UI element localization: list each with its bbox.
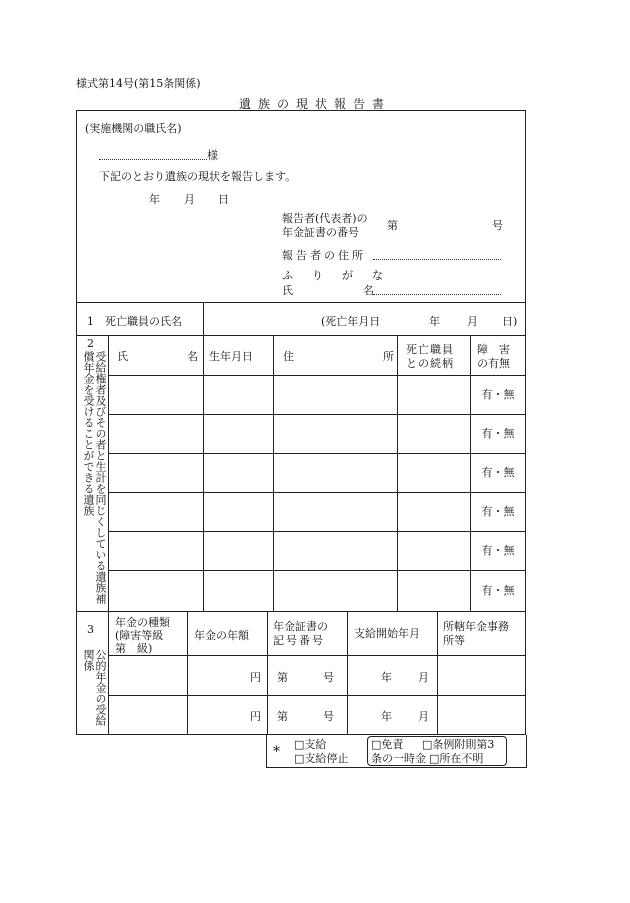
name-label-1: 氏 [282,284,293,297]
date-day: 日 [218,193,229,206]
header-relation-2: との続柄 [406,357,454,370]
header-relation-1: 死亡職員 [406,343,454,356]
section3-number: 3 [87,623,94,636]
pension-number-label-2: 年金証書の番号 [282,226,359,239]
start-month-row-1: 月 [418,671,429,684]
pension-yen-row-2: 円 [250,710,261,723]
form-title: 遺族の現状報告書 [238,97,391,111]
death-date-open: (死亡年月日 [321,315,381,328]
header-certificate-2: 記号番号 [273,634,325,647]
certificate-go-row-1: 号 [323,671,334,684]
institution-name-line[interactable] [99,159,207,160]
address-label: 報告者の住所 [282,249,366,262]
note-pay-checkbox[interactable]: □支給 [294,738,327,751]
disability-choice-row-4[interactable]: 有・無 [481,504,515,518]
disability-choice-row-5[interactable]: 有・無 [481,543,515,557]
section2-row-rule-3 [108,492,525,493]
disability-choice-row-3[interactable]: 有・無 [481,465,515,479]
section2-row-rule-5 [108,570,525,571]
furigana-label: ふりがな [282,269,402,282]
section2-row-rule-4 [108,531,525,532]
note-asterisk: * [273,744,280,760]
section3-side-divider [108,611,109,734]
death-date-day: 日) [502,315,518,328]
header-pension-amount: 年金の年額 [194,629,249,642]
header-start-month: 支給開始年月 [354,627,420,640]
header-name-1: 氏 [117,350,128,363]
section3-row-rule [108,695,525,696]
section3-side-label: 公的年金の受給関係 [82,649,107,726]
pension-number-label-1: 報告者(代表者)の [282,212,368,225]
section2-top-rule [77,335,525,336]
section2-row-rule-2 [108,453,525,454]
institution-label: (実施機関の職氏名) [85,122,182,135]
certificate-dai-row-1: 第 [277,671,288,684]
start-year-row-1: 年 [381,671,392,684]
header-address-1: 住 [283,350,294,363]
address-line[interactable] [373,259,501,260]
header-disability-1: 障 害 [477,343,510,356]
section3-col-divider-4 [437,611,438,734]
section1-top-rule [77,302,525,303]
header-pension-office-1: 所轄年金事務 [443,620,509,633]
date-month: 月 [184,193,195,206]
certificate-dai-row-2: 第 [277,710,288,723]
disability-choice-row-1[interactable]: 有・無 [481,387,515,401]
section2-row-rule-1 [108,414,525,415]
header-address-2: 所 [383,350,394,363]
death-date-year: 年 [429,315,440,328]
section2-header-rule [108,375,525,376]
section3-col-divider-1 [187,611,188,734]
name-label-2: 名 [363,284,374,297]
report-form [76,110,526,735]
note-exempt-checkbox[interactable]: □免責 [371,738,404,751]
certificate-go-row-2: 号 [323,710,334,723]
header-name-2: 名 [187,350,198,363]
pension-number-dai: 第 [387,219,398,232]
form-number: 様式第14号(第15条関係) [76,77,201,90]
header-pension-type-2: (障害等級 [115,629,164,642]
date-year: 年 [149,193,160,206]
section3-top-rule [77,611,525,612]
section1-label: 1 死亡職員の氏名 [87,315,182,328]
section3-col-divider-2 [267,611,268,734]
note-supplement-checkbox[interactable]: □条例附則第3 [422,738,495,751]
disability-choice-row-6[interactable]: 有・無 [481,583,515,597]
sama-label: 様 [207,149,218,162]
death-date-month: 月 [467,315,478,328]
note-stop-checkbox[interactable]: □支給停止 [294,752,349,765]
section3-header-rule [108,655,525,656]
pension-number-go: 号 [492,219,503,232]
section1-divider [203,302,204,335]
section2-number: 2 [87,337,94,350]
pension-yen-row-1: 円 [250,671,261,684]
intro-text: 下記のとおり遺族の現状を報告します。 [99,170,297,183]
header-pension-type-1: 年金の種類 [115,616,170,629]
office-use-box [266,735,527,768]
header-birthdate: 生年月日 [209,350,253,363]
header-pension-office-2: 所等 [443,634,465,647]
start-year-row-2: 年 [381,710,392,723]
header-disability-2: の有無 [477,357,510,370]
start-month-row-2: 月 [418,710,429,723]
section3-col-divider-3 [347,611,348,734]
disability-choice-row-2[interactable]: 有・無 [481,426,515,440]
name-line[interactable] [373,294,501,295]
header-certificate-1: 年金証書の [273,620,328,633]
header-pension-type-3: 第 級) [115,642,153,655]
note-lump-sum: 条の一時金 [371,752,426,765]
section2-side-label: 受給権者及びその者と生計を同じくしている遺族補償年金を受けることができる遺族 [82,351,107,604]
note-unknown-checkbox[interactable]: □所在不明 [429,752,484,765]
